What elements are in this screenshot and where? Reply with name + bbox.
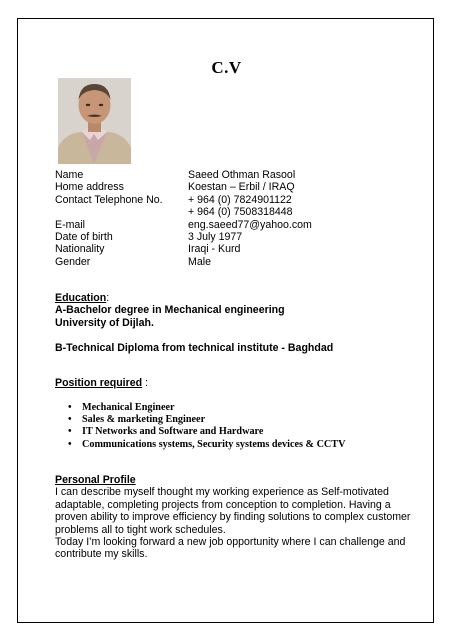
info-row-nationality [55, 243, 385, 255]
list-item: • Sales & marketing Engineer [68, 414, 206, 426]
document-title: C.V [211, 58, 242, 77]
portrait-photo-icon [58, 78, 131, 164]
info-label: Home address [55, 181, 124, 194]
info-value: + 964 (0) 7824901122 [188, 193, 292, 206]
education-degree: A-Bachelor degree in Mechanical engineering [55, 304, 285, 317]
position-heading-line [55, 377, 148, 389]
info-row-phone [55, 194, 385, 206]
list-item: • Mechanical Engineer [68, 402, 175, 413]
bullet-dot-icon: • [68, 426, 72, 438]
info-value: Saeed Othman Rasool [188, 169, 296, 181]
profile-paragraph: I can describe myself thought my working experience as Self-motivated adaptable, completing projects from conception to completion. Having a proven ability to improve efficiency by finding solutions to complex customer problems all to tight work schedules. [55, 486, 411, 536]
info-row-name [55, 169, 385, 181]
info-value: eng.saeed77@yahoo.com [188, 218, 312, 231]
profile-photo [58, 78, 131, 164]
list-item: • Communications systems, Security systems devices & CCTV [68, 438, 346, 450]
info-label: Date of birth [55, 230, 113, 243]
info-label: Name [55, 169, 84, 181]
info-row-dob [55, 231, 385, 243]
education-university: University of Dijlah. [55, 316, 154, 329]
info-value: 3 July 1977 [188, 230, 243, 243]
info-label: Nationality [55, 243, 105, 256]
profile-paragraph: Today I’m looking forward a new job opportunity where I can challenge and contribute my skills. [55, 536, 406, 561]
list-item: • IT Networks and Software and Hardware [68, 426, 264, 438]
personal-info [55, 169, 385, 268]
info-label: Gender [55, 255, 91, 268]
info-label: Contact Telephone No. [55, 193, 163, 206]
position-heading-suffix: : [142, 377, 149, 389]
position-list [68, 402, 345, 451]
info-row-address [55, 181, 385, 193]
info-label: E-mail [55, 218, 86, 231]
info-value: Iraqi - Kurd [188, 243, 241, 256]
personal-profile-section [55, 474, 420, 561]
education-heading: Education [55, 292, 107, 304]
bullet-dot-icon: • [68, 414, 72, 426]
education-diploma: B-Technical Diploma from technical institute - Baghdad [55, 341, 334, 354]
info-row-gender [55, 256, 385, 268]
info-row-phone-2 [55, 206, 385, 218]
bullet-dot-icon: • [68, 402, 72, 413]
profile-heading: Personal Profile [55, 474, 136, 486]
education-heading-suffix: : [106, 292, 110, 304]
position-heading: Position required [55, 377, 143, 389]
info-value: + 964 (0) 7508318448 [188, 206, 293, 219]
education-section [55, 292, 333, 354]
info-value: Koestan – Erbil / IRAQ [188, 181, 295, 194]
info-value: Male [188, 255, 211, 268]
info-row-email [55, 219, 385, 231]
education-heading-line [55, 292, 333, 304]
bullet-dot-icon: • [68, 438, 72, 450]
